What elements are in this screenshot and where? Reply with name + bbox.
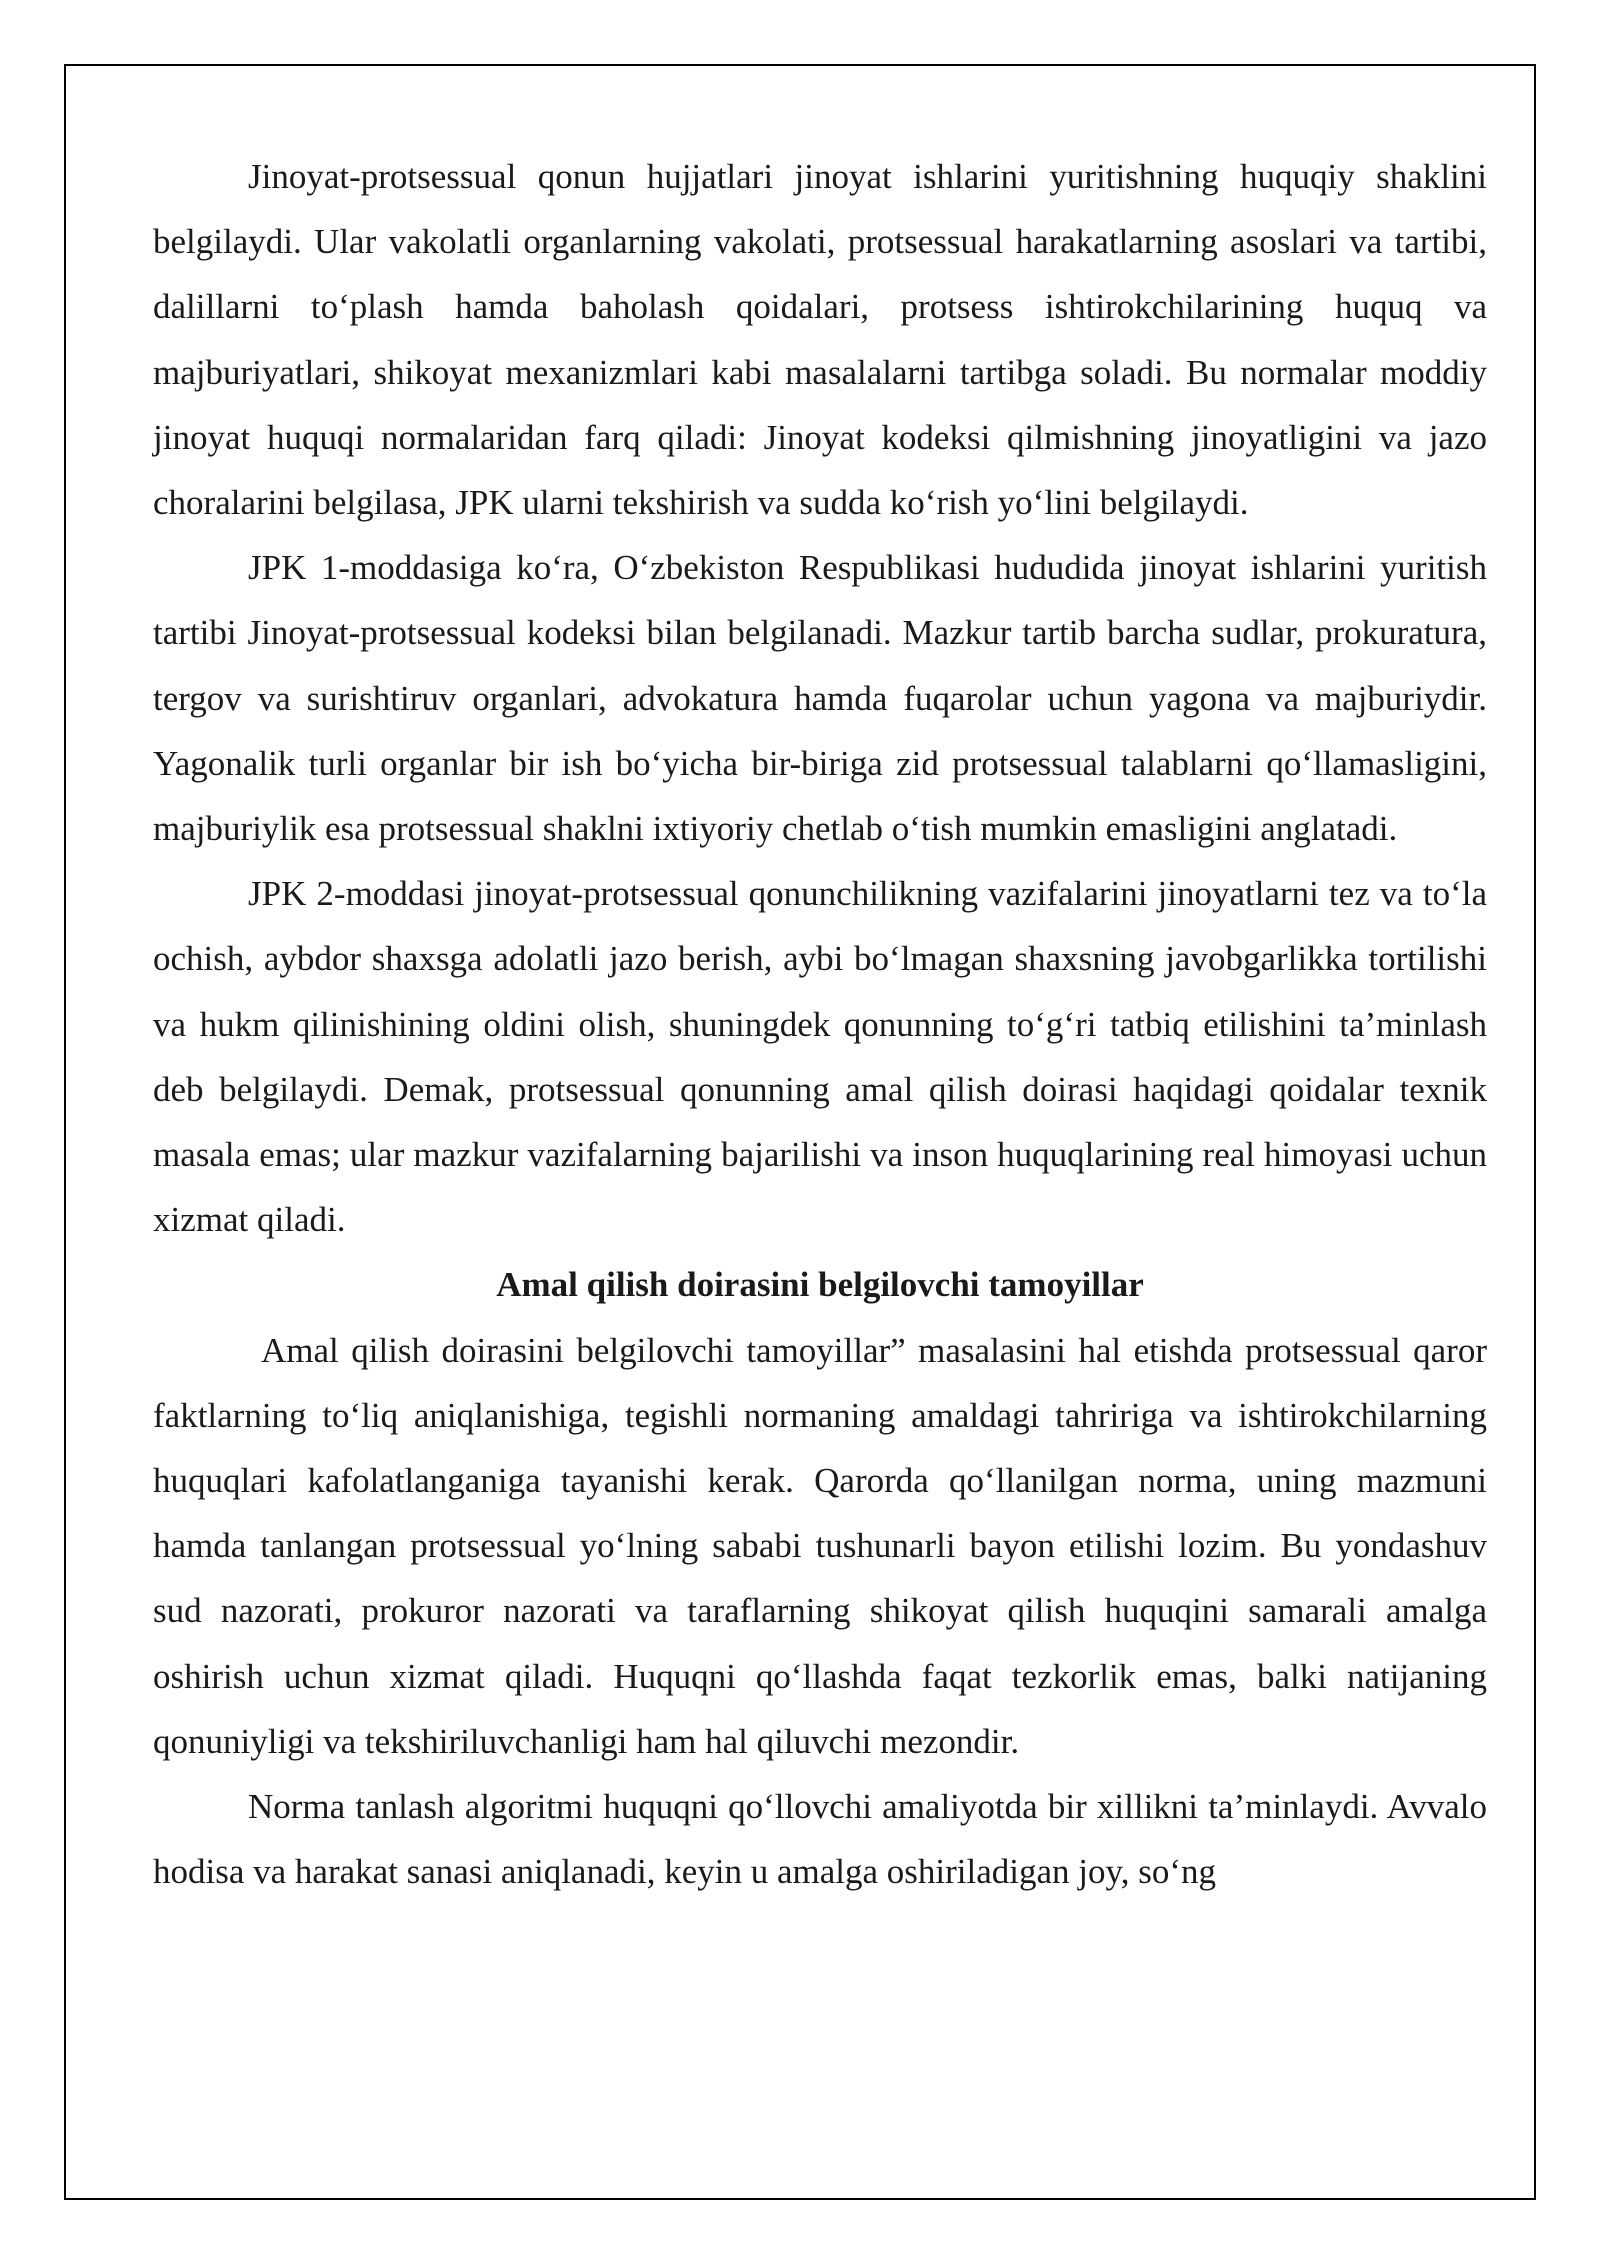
section-heading: Amal qilish doirasini belgilovchi tamoyillar: [496, 1265, 1144, 1305]
paragraph-2: JPK 1-moddasiga ko‘ra, O‘zbekiston Respublikasi hududida jinoyat ishlarini yuritish tartibi Jinoyat-protsessual kodeksi bilan belgilanadi. Mazkur tartib barcha sudlar, prokuratura, tergov va surishtiruv organlari, advokatura hamda fuqarolar uchun yagona va majburiydir. Yagonalik turli organlar bir ish bo‘yicha bir-biriga zid protsessual talablarni qo‘llamasligini, majburiylik esa protsessual shaklni ixtiyoriy chetlab o‘tish mumkin emasligini anglatadi.: [153, 548, 1487, 849]
document-body: [153, 144, 1487, 1904]
paragraph-5: Norma tanlash algoritmi huquqni qo‘llovchi amaliyotda bir xillikni ta’minlaydi. Avvalo hodisa va harakat sanasi aniqlanadi, keyin u amalga oshiriladigan joy, so‘ng: [153, 1787, 1487, 1892]
paragraph-1: Jinoyat-protsessual qonun hujjatlari jinoyat ishlarini yuritishning huquqiy shaklini belgilaydi. Ular vakolatli organlarning vakolati, protsessual harakatlarning asoslari va tartibi, dalillarni to‘plash hamda baholash qoidalari, protsess ishtirokchilarining huquq va majburiyatlari, shikoyat mexanizmlari kabi masalalarni tartibga soladi. Bu normalar moddiy jinoyat huquqi normalaridan farq qiladi: Jinoyat kodeksi qilmishning jinoyatligini va jazo choralarini belgilasa, JPK ularni tekshirish va sudda ko‘rish yo‘lini belgilaydi.: [153, 157, 1487, 523]
paragraph-3: JPK 2-moddasi jinoyat-protsessual qonunchilikning vazifalarini jinoyatlarni tez va to‘la ochish, aybdor shaxsga adolatli jazo berish, aybi bo‘lmagan shaxsning javobgarlikka tortilishi va hukm qilinishining oldini olish, shuningdek qonunning to‘g‘ri tatbiq etilishini ta’minlash deb belgilaydi. Demak, protsessual qonunning amal qilish doirasi haqidagi qoidalar texnik masala emas; ular mazkur vazifalarning bajarilishi va inson huquqlarining real himoyasi uchun xizmat qiladi.: [153, 874, 1487, 1240]
paragraph-4: Amal qilish doirasini belgilovchi tamoyillar” masalasini hal etishda protsessual qaror faktlarning to‘liq aniqlanishiga, tegishli normaning amaldagi tahririga va ishtirokchilarning huquqlari kafolatlanganiga tayanishi kerak. Qarorda qo‘llanilgan norma, uning mazmuni hamda tanlangan protsessual yo‘lning sababi tushunarli bayon etilishi lozim. Bu yondashuv sud nazorati, prokuror nazorati va taraflarning shikoyat qilish huquqini samarali amalga oshirish uchun xizmat qiladi. Huquqni qo‘llashda faqat tezkorlik emas, balki natijaning qonuniyligi va tekshiriluvchanligi ham hal qiluvchi mezondir.: [153, 1330, 1487, 1761]
